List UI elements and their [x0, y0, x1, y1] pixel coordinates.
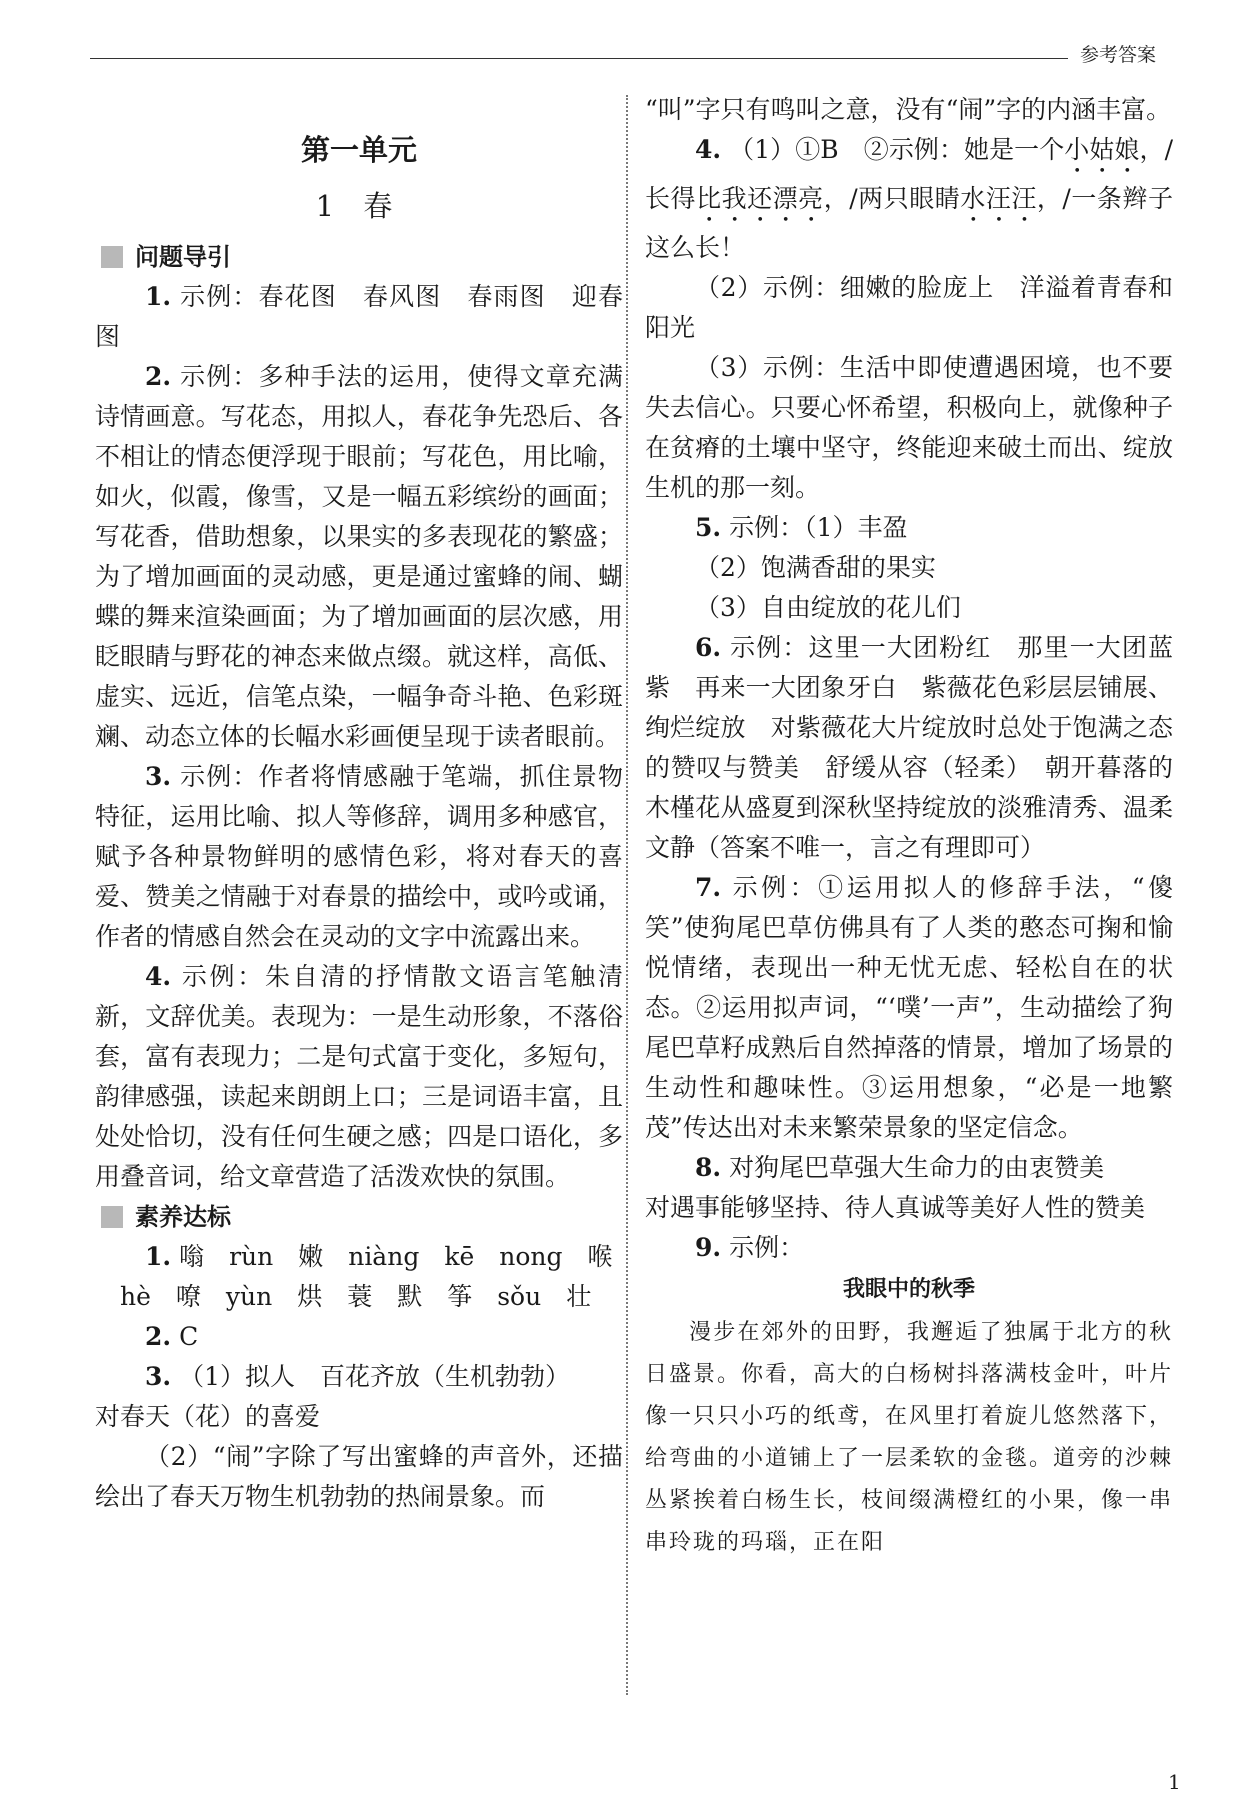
answer-text: （1）①B ②示例：她是一个: [729, 135, 1065, 164]
answer-number: 7.: [695, 873, 722, 902]
answer-1: [95, 277, 623, 357]
right-answer-5-3: （3）自由绽放的花儿们: [695, 593, 961, 622]
practice-3-line3: （2）“闹”字除了写出蜜蜂的声音外，还描绘出了春天万物生机勃勃的热闹景象。而: [95, 1442, 623, 1511]
answer-number: 3.: [145, 1362, 172, 1391]
answer-text: 示例：朱自清的抒情散文语言笔触清新，文辞优美。表现为：一是生动形象，不落俗套，富有表现力；二是句式富于变化，多短句，韵律感强，读起来朗朗上口；三是词语丰富，且处处恰切，没有任何生硬之感；四是口语化，多用叠音词，给文章营造了活泼欢快的氛围。: [95, 962, 623, 1191]
continued-text: “叫”字只有鸣叫之意，没有“闹”字的内涵丰富。: [645, 95, 1172, 124]
practice-1: [95, 1237, 623, 1277]
answer-text: 示例：（1）丰盈: [729, 513, 908, 542]
right-answer-8-2: 对遇事能够坚持、待人真诚等美好人性的赞美: [645, 1193, 1146, 1222]
practice-3: [95, 1357, 623, 1397]
answer-text: ，/两只眼睛: [823, 184, 961, 213]
answer-number: 3.: [145, 762, 172, 791]
answer-text: 嗡 rùn 嫩 niàng kē nong 喉: [179, 1242, 613, 1271]
practice-2: [95, 1317, 623, 1357]
answer-number: 5.: [695, 513, 722, 542]
right-answer-4: [645, 130, 1173, 268]
answer-text: 示例：作者将情感融于笔端，抓住景物特征，运用比喻、拟人等修辞，调用多种感官，赋予各种景物鲜明的感情色彩，将对春天的喜爱、赞美之情融于对春景的描绘中，或吟或诵，作者的情感自然会在灵动的文字中流露出来。: [95, 762, 623, 951]
right-answer-9: [645, 1228, 1173, 1268]
answer-number: 4.: [695, 135, 722, 164]
section-heading-text: 素养达标: [135, 1203, 231, 1231]
right-answer-4-2: （2）示例：细嫩的脸庞上 洋溢着青春和阳光: [645, 273, 1173, 342]
answer-number: 9.: [695, 1233, 722, 1262]
square-icon: [101, 246, 123, 268]
column-divider: [626, 95, 628, 1695]
answer-text: ，/长得: [645, 135, 1173, 213]
left-column: [95, 125, 623, 1517]
square-icon: [101, 1206, 123, 1228]
answer-number: 4.: [145, 962, 172, 991]
answer-text: ，/一条辫子这么长！: [645, 184, 1173, 262]
emphasized-text: 比我还漂亮: [696, 184, 824, 213]
answer-number: 2.: [145, 362, 172, 391]
header-rule: [90, 58, 1068, 59]
essay-body: 漫步在郊外的田野，我邂逅了独属于北方的秋日盛景。你看，高大的白杨树抖落满枝金叶，叶片像一只只小巧的纸鸢，在风里打着旋儿悠然落下，给弯曲的小道铺上了一层柔软的金毯。道旁的沙棘丛紧挨着白杨生长，枝间缀满橙红的小果，像一串串玲珑的玛瑙，正在阳: [645, 1320, 1174, 1555]
right-answer-7: [645, 868, 1173, 1148]
emphasized-text: 水汪汪: [960, 184, 1037, 213]
right-column: [645, 90, 1173, 1564]
answer-text: 示例：: [729, 1233, 805, 1262]
answer-text: 示例：春花图 春风图 春雨图 迎春图: [95, 282, 623, 351]
unit-title: 第一单元: [300, 133, 417, 167]
right-answer-4-3: （3）示例：生活中即使遭遇困境，也不要失去信心。只要心怀希望，积极向上，就像种子在贫瘠的土壤中坚守，终能迎来破土而出、绽放生机的那一刻。: [645, 353, 1173, 502]
answer-number: 2.: [145, 1322, 172, 1351]
answer-2: [95, 357, 623, 757]
answer-text: 示例：①运用拟人的修辞手法，“傻笑”使狗尾巴草仿佛具有了人类的憨态可掬和愉悦情绪，表现出一种无忧无虑、轻松自在的状态。②运用拟声词，“‘噗’一声”，生动描绘了狗尾巴草籽成熟后自然掉落的情景，增加了场景的生动性和趣味性。③运用想象，“必是一地繁茂”传达出对未来繁荣景象的坚定信念。: [645, 873, 1173, 1142]
answer-3: [95, 757, 623, 957]
right-answer-6: [645, 628, 1173, 868]
answer-text: （1）拟人 百花齐放（生机勃勃）: [179, 1362, 570, 1391]
answer-number: 1.: [145, 282, 172, 311]
answer-number: 6.: [695, 633, 722, 662]
right-answer-8: [645, 1148, 1173, 1188]
answer-text: 示例：这里一大团粉红 那里一大团蓝紫 再来一大团象牙白 紫薇花色彩层层铺展、绚烂绽放 对紫薇花大片绽放时总处于饱满之态的赞叹与赞美 舒缓从容（轻柔） 朝开暮落的木槿花从盛夏到深秋坚持绽放的淡雅清秀、温柔文静（答案不唯一，言之有理即可）: [645, 633, 1173, 862]
emphasized-text: 小姑娘: [1064, 135, 1140, 164]
answer-text: C: [179, 1322, 199, 1351]
practice-1-line2: hè 嘹 yùn 烘 蓑 默 筝 sǒu 壮: [120, 1282, 592, 1311]
page-number: 1: [1168, 1770, 1181, 1794]
answer-text: 示例：多种手法的运用，使得文章充满诗情画意。写花态，用拟人，春花争先恐后、各不相让的情态便浮现于眼前；写花色，用比喻，如火，似霞，像雪，又是一幅五彩缤纷的画面；写花香，借助想象，以果实的多表现花的繁盛；为了增加画面的灵动感，更是通过蜜蜂的闹、蝴蝶的舞来渲染画面；为了增加画面的层次感，用眨眼睛与野花的神态来做点缀。就这样，高低、虚实、远近，信笔点染，一幅争奇斗艳、色彩斑斓、动态立体的长幅水彩画便呈现于读者眼前。: [95, 362, 623, 751]
section-heading-practice: [95, 1197, 623, 1237]
practice-3-line2: 对春天（花）的喜爱: [95, 1402, 321, 1431]
answer-number: 8.: [695, 1153, 722, 1182]
answer-text: 对狗尾巴草强大生命力的由衷赞美: [729, 1153, 1105, 1182]
answer-number: 1.: [145, 1242, 172, 1271]
section-heading-guide: [95, 237, 623, 277]
header-label: 参考答案: [1080, 44, 1157, 66]
right-answer-5-2: （2）饱满香甜的果实: [695, 553, 936, 582]
answer-4: [95, 957, 623, 1197]
lesson-title: 1 春: [315, 189, 403, 223]
essay-title: 我眼中的秋季: [842, 1277, 975, 1302]
right-answer-5: [645, 508, 1173, 548]
section-heading-text: 问题导引: [135, 243, 231, 271]
